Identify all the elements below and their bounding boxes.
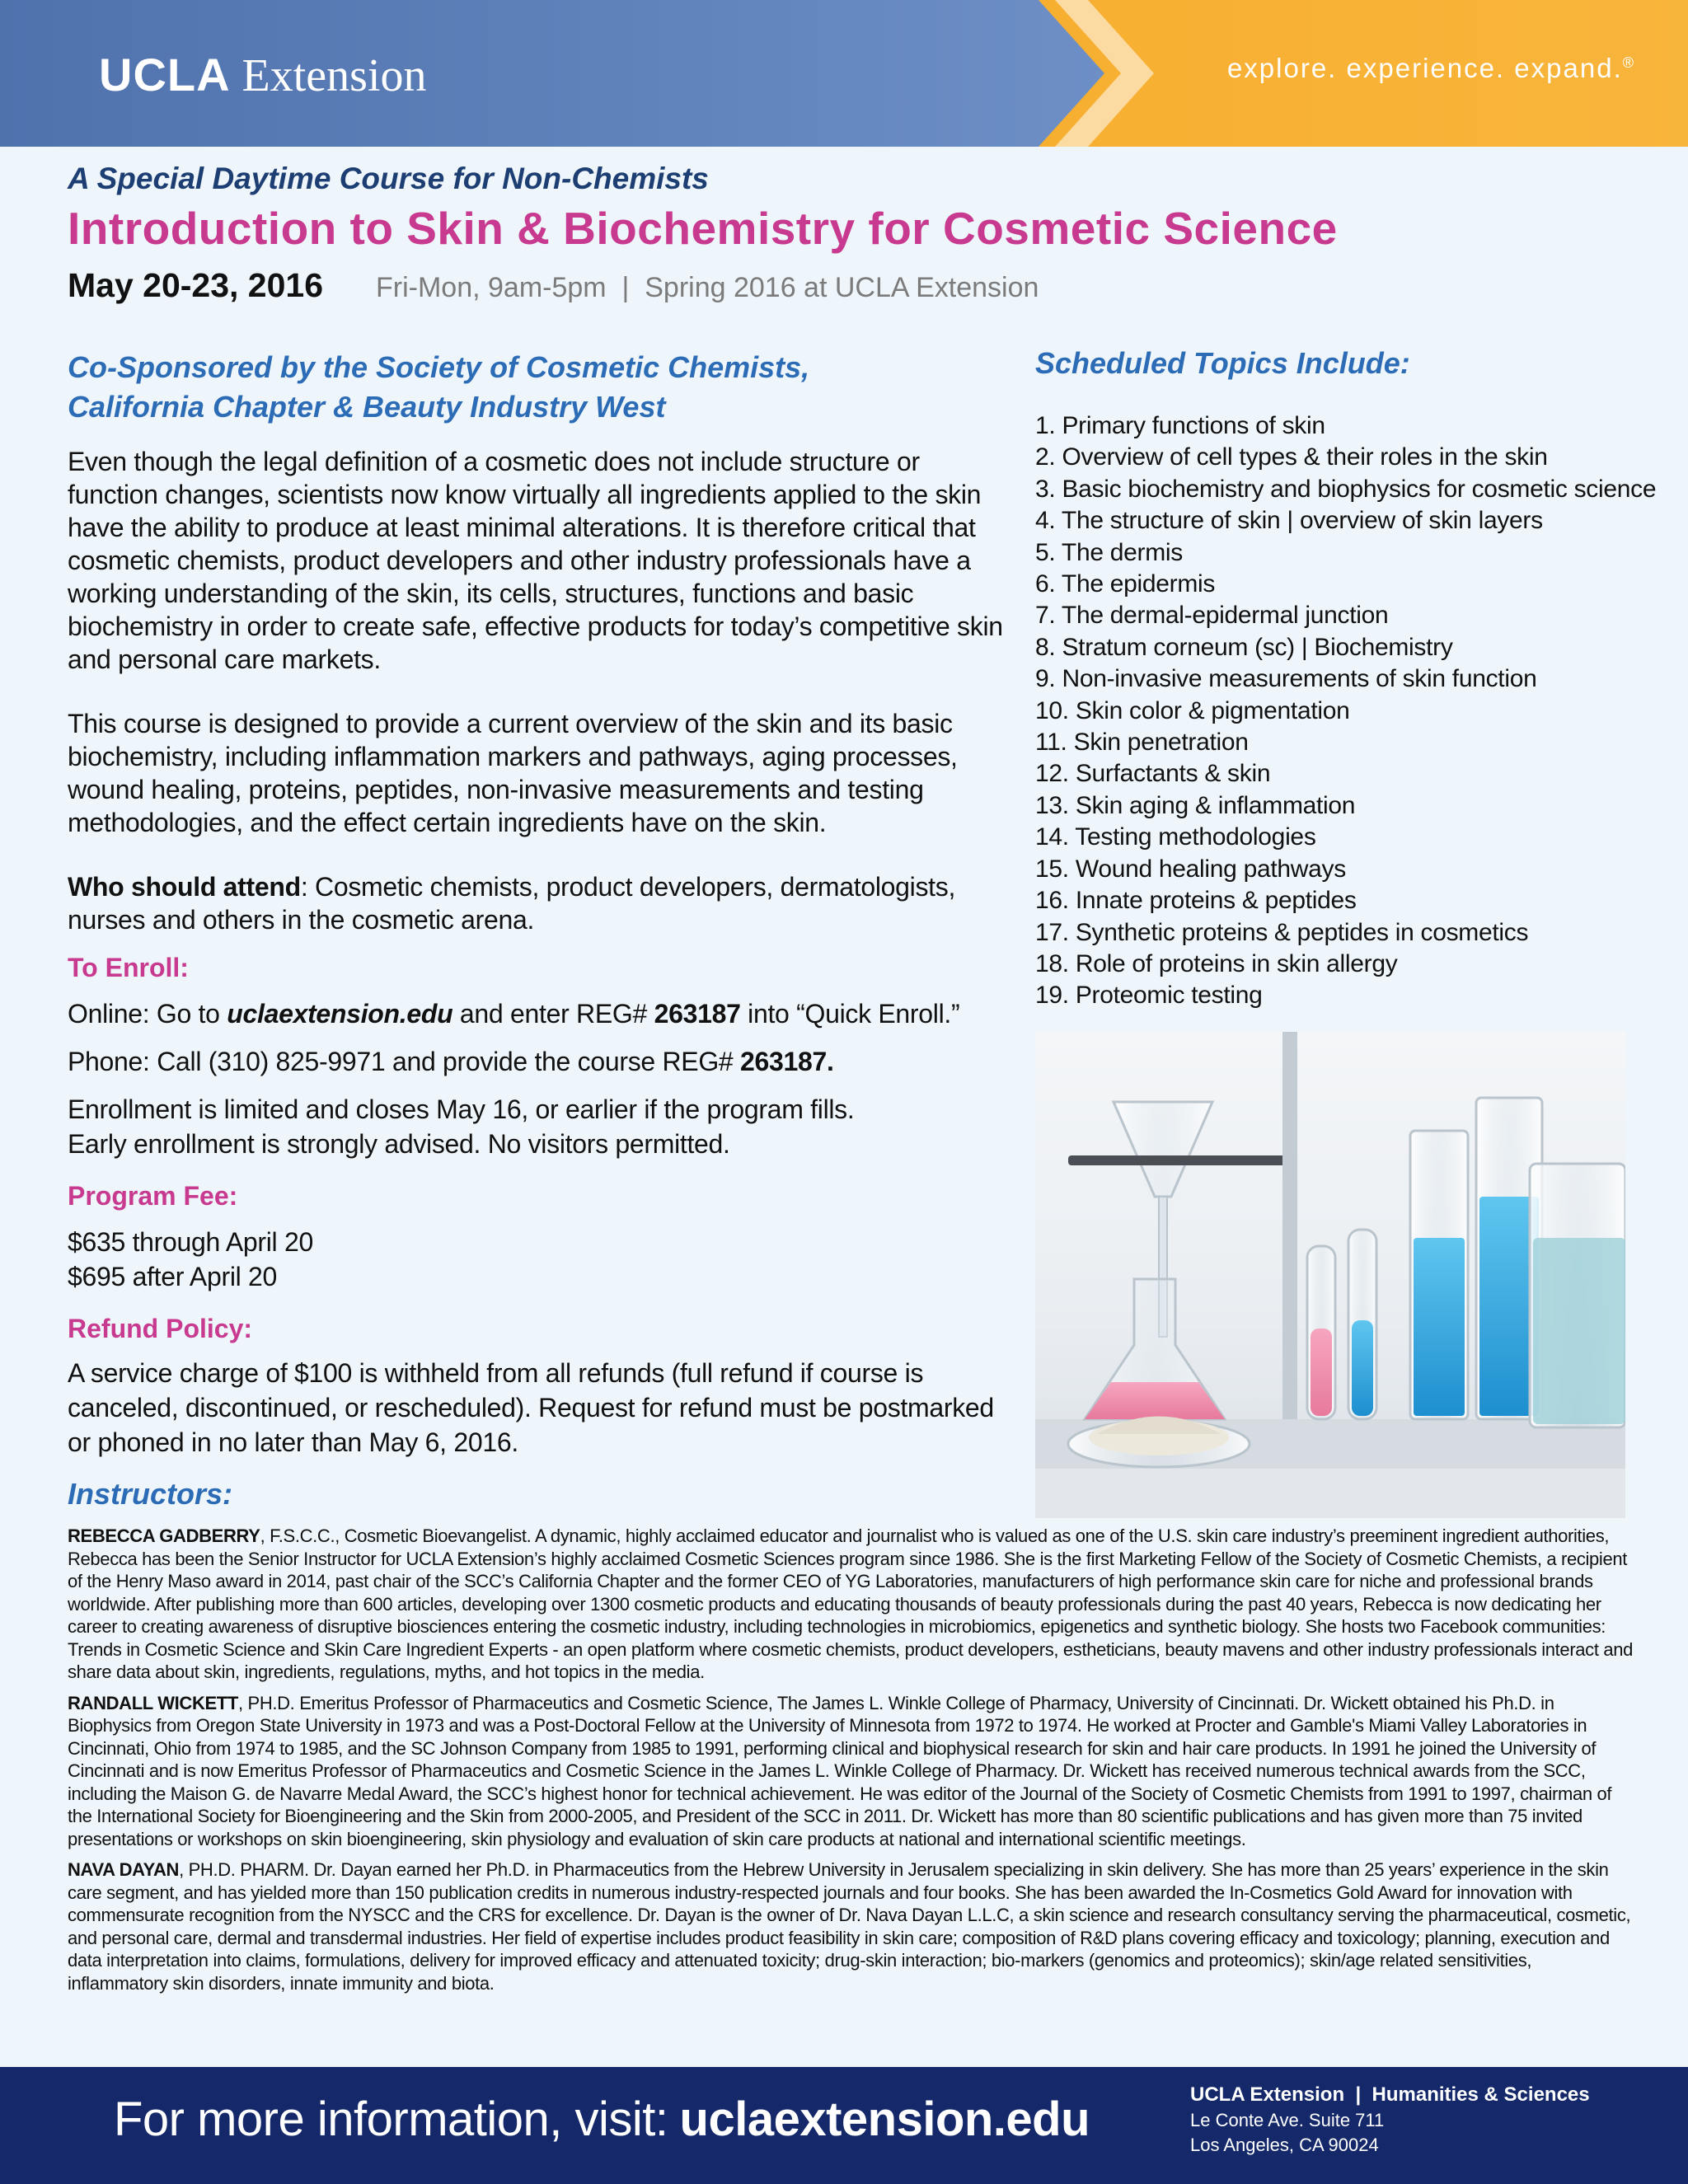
logo-extension-text: Extension	[241, 50, 427, 101]
topic-item: 2. Overview of cell types & their roles in the skin	[1035, 443, 1548, 471]
reg-number: 263187	[654, 999, 741, 1029]
fee-lines	[68, 1225, 1015, 1294]
instructors-heading: Instructors:	[68, 1477, 233, 1511]
instructor-bio	[68, 1858, 1634, 1994]
cosponsor-line-2: California Chapter & Beauty Industry West	[68, 390, 666, 424]
fee-late: $695 after April 20	[68, 1262, 278, 1291]
attend-text: : Cosmetic chemists, product developers, dermatologists, nurses and others in the cosmetic arena.	[68, 872, 956, 935]
fee-early: $635 through April 20	[68, 1227, 313, 1257]
footer-unit: UCLA Extension | Humanities & Sciences	[1190, 2083, 1590, 2106]
online-post: into “Quick Enroll.”	[740, 999, 960, 1029]
footer-cta	[114, 2092, 1090, 2147]
tagline	[1227, 53, 1635, 84]
topic-item: 7. The dermal-epidermal junction	[1035, 602, 1389, 630]
intro-paragraph-1: Even though the legal definition of a cosmetic does not include structure or function changes, scientists now know virtually all ingredients applied to the skin have the ability to produce at least minimal alterations. It is therefore critical that cosmetic chemists, product developers and other industry professionals have a working understanding of the skin, its cells, structures, functions and basic biochemistry in order to create safe, effective products for today’s competitive skin and personal care markets.	[68, 447, 1003, 674]
online-mid: and enter REG#	[452, 999, 654, 1029]
topics-list	[1035, 410, 1657, 1012]
topic-item: 3. Basic biochemistry and biophysics for cosmetic science	[1035, 475, 1657, 503]
refund-label: Refund Policy:	[68, 1314, 253, 1343]
enroll-limit-line-2: Early enrollment is strongly advised. No visitors permitted.	[68, 1129, 730, 1159]
logo-ucla-text: UCLA	[99, 49, 231, 101]
enroll-limit-line-1: Enrollment is limited and closes May 16, or earlier if the program fills.	[68, 1094, 855, 1124]
topic-item: 13. Skin aging & inflammation	[1035, 791, 1356, 819]
enroll-label: To Enroll:	[68, 953, 189, 982]
attend-label: Who should attend	[68, 872, 301, 902]
topic-item: 16. Innate proteins & peptides	[1035, 887, 1357, 915]
phone-reg-number: 263187.	[740, 1047, 834, 1076]
topic-item: 11. Skin penetration	[1035, 729, 1249, 757]
topic-item: 18. Role of proteins in skin allergy	[1035, 949, 1398, 977]
instructor-bio-text: , PH.D. Emeritus Professor of Pharmaceutics and Cosmetic Science, The James L. Winkle College of Pharmacy, University of Cincinnati. Dr. Wickett obtained his Ph.D. in Biophysics from Oregon State University in 1973 and was a Post-Doctoral Fellow at the University of Minnesota from 1972 to 1974. He worked at Procter and Gamble's Miami Valley Laboratories in Cincinnati, Ohio from 1974 to 1985, and the SC Johnson Company from 1985 to 1991, performing clinical and biophysical research for skin and hair care products. In 1991 he joined the University of Cincinnati and is now Emeritus Professor of Pharmaceutics and Cosmetic Science in the James L. Winkle College of Pharmacy. Dr. Wickett has received numerous technical awards from the SCC, including the Maison G. de Navarre Medal Award, the SCC’s highest honor for technical achievement. He was editor of the Journal of the Society of Cosmetic Chemists from 1991 to 1997, chairman of the International Society for Bioengineering and the Skin from 2000-2005, and President of the SCC in 2011. Dr. Wickett has more than 80 scientific publications and has given more than 75 invited presentations or workshops on skin bioengineering, skin physiology and evaluation of skin care products at national and international scientific meetings.	[68, 1692, 1612, 1849]
registered-mark: ®	[1622, 54, 1635, 71]
topic-item: 10. Skin color & pigmentation	[1035, 696, 1350, 724]
refund-text: A service charge of $100 is withheld from all refunds (full refund if course is canceled, discontinued, or rescheduled). Request for refund must be postmarked or phoned in no later than May 6, 2016.	[68, 1358, 994, 1457]
instructor-bio	[68, 1525, 1634, 1684]
topics-heading: Scheduled Topics Include:	[1035, 346, 1410, 380]
course-kicker: A Special Daytime Course for Non-Chemists	[68, 162, 709, 195]
topic-item: 19. Proteomic testing	[1035, 982, 1263, 1010]
course-dates: May 20-23, 2016	[68, 266, 324, 304]
phone-pre: Phone: Call (310) 825-9971 and provide the course REG#	[68, 1047, 741, 1076]
instructor-name: REBECCA GADBERRY	[68, 1526, 260, 1546]
ucla-extension-logo[interactable]	[99, 48, 427, 102]
course-schedule: Fri-Mon, 9am-5pm | Spring 2016 at UCLA Extension	[376, 272, 1039, 303]
topic-item: 14. Testing methodologies	[1035, 823, 1316, 851]
intro-paragraph-2: This course is designed to provide a current overview of the skin and its basic biochemistry, including inflammation markers and pathways, aging processes, wound healing, proteins, peptides, non-invasive measurements and testing methodologies, and the effect certain ingredients have on the skin.	[68, 709, 958, 837]
course-date-line	[68, 266, 1039, 305]
enroll-limits	[68, 1092, 1015, 1161]
topic-item: 15. Wound healing pathways	[1035, 855, 1346, 883]
topic-item: 8. Stratum corneum (sc) | Biochemistry	[1035, 633, 1453, 661]
footer-cta-prefix: For more information, visit:	[114, 2093, 668, 2146]
instructor-name: RANDALL WICKETT	[68, 1692, 238, 1713]
online-pre: Online: Go to	[68, 999, 227, 1029]
enroll-site-link[interactable]: uclaextension.edu	[227, 999, 453, 1029]
fee-label: Program Fee:	[68, 1181, 238, 1211]
cosponsor-line-1: Co-Sponsored by the Society of Cosmetic Chemists,	[68, 350, 810, 384]
enroll-online	[68, 996, 1015, 1031]
who-should-attend	[68, 870, 1015, 936]
topic-item: 9. Non-invasive measurements of skin function	[1035, 665, 1537, 693]
enroll-phone	[68, 1044, 1015, 1079]
topic-item: 4. The structure of skin | overview of skin layers	[1035, 507, 1543, 535]
lab-glassware-photo	[1035, 1032, 1625, 1518]
footer-address-2: Los Angeles, CA 90024	[1190, 2135, 1379, 2155]
instructor-bio	[68, 1692, 1634, 1851]
instructor-bio-text: , PH.D. PHARM. Dr. Dayan earned her Ph.D. in Pharmaceutics from the Hebrew University in Jerusalem specializing in skin delivery. She has more than 25 years’ experience in the skin care segment, and has yielded more than 150 publication credits in numerous industry-respected journals and four books. She has been awarded the In-Cosmetics Gold Award for innovation with commensurate recognition from the NYSCC and the CRS for excellence. Dr. Dayan is the owner of Dr. Nava Dayan L.L.C, a skin science and research consultancy serving the pharmaceutical, cosmetic, and personal care, dermal and transdermal industries. Her field of expertise includes product feasibility in skin care; composition of R&D plans covering efficacy and toxicology; planning, execution and data interpretation into claims, formulations, delivery for improved efficacy and attenuated toxicity; drug-skin interaction; bio-markers (genomics and proteomics); skin/age related sensitivities, inflammatory skin disorders, innate immunity and biota.	[68, 1859, 1631, 1994]
instructor-name: NAVA DAYAN	[68, 1859, 180, 1880]
footer-website-link[interactable]: uclaextension.edu	[679, 2093, 1090, 2146]
right-column	[1035, 346, 1657, 1012]
footer-address-1: Le Conte Ave. Suite 711	[1190, 2110, 1385, 2130]
topic-item: 6. The epidermis	[1035, 570, 1216, 598]
cosponsor-heading	[68, 348, 1015, 427]
footer-contact	[1190, 2082, 1590, 2158]
instructor-bio-text: , F.S.C.C., Cosmetic Bioevangelist. A dynamic, highly acclaimed educator and journalist who is valued as one of the U.S. skin care industry’s preeminent ingredient authorities, Rebecca has been the Senior Instructor for UCLA Extension’s highly acclaimed Cosmetic Sciences program since 1986. She is the first Marketing Fellow of the Society of Cosmetic Chemists, a recipient of the Henry Maso award in 2014, past chair of the SCC’s California Chapter and the former CEO of YG Laboratories, manufacturers of high performance skin care for niche and professional brands worldwide. After publishing more than 600 articles, developing over 1300 cosmetic products and educating thousands of beauty professionals during the past 40 years, Rebecca is now dedicating her career to creating awareness of disruptive biosciences entering the cosmetic industry, including technologies in microbiomics, epigenetics and synthetic biology. She hosts two Facebook communities: Trends in Cosmetic Science and Skin Care Ingredient Experts - an open platform where cosmetic chemists, product developers, estheticians, beauty mavens and other industry professionals interact and share data about skin, ingredients, regulations, myths, and hot topics in the media.	[68, 1526, 1634, 1682]
topic-item: 17. Synthetic proteins & peptides in cosmetics	[1035, 918, 1529, 946]
header-banner	[0, 0, 1688, 147]
topic-item: 1. Primary functions of skin	[1035, 412, 1325, 439]
instructor-bios	[68, 1525, 1634, 1994]
tagline-text: explore. experience. expand.	[1226, 53, 1623, 83]
topic-item: 5. The dermis	[1035, 538, 1183, 566]
left-column	[68, 348, 1015, 1460]
course-title: Introduction to Skin & Biochemistry for Cosmetic Science	[68, 203, 1338, 254]
topic-item: 12. Surfactants & skin	[1035, 760, 1271, 788]
footer	[0, 2067, 1688, 2184]
lab-glassware-illustration	[1035, 1032, 1625, 1518]
